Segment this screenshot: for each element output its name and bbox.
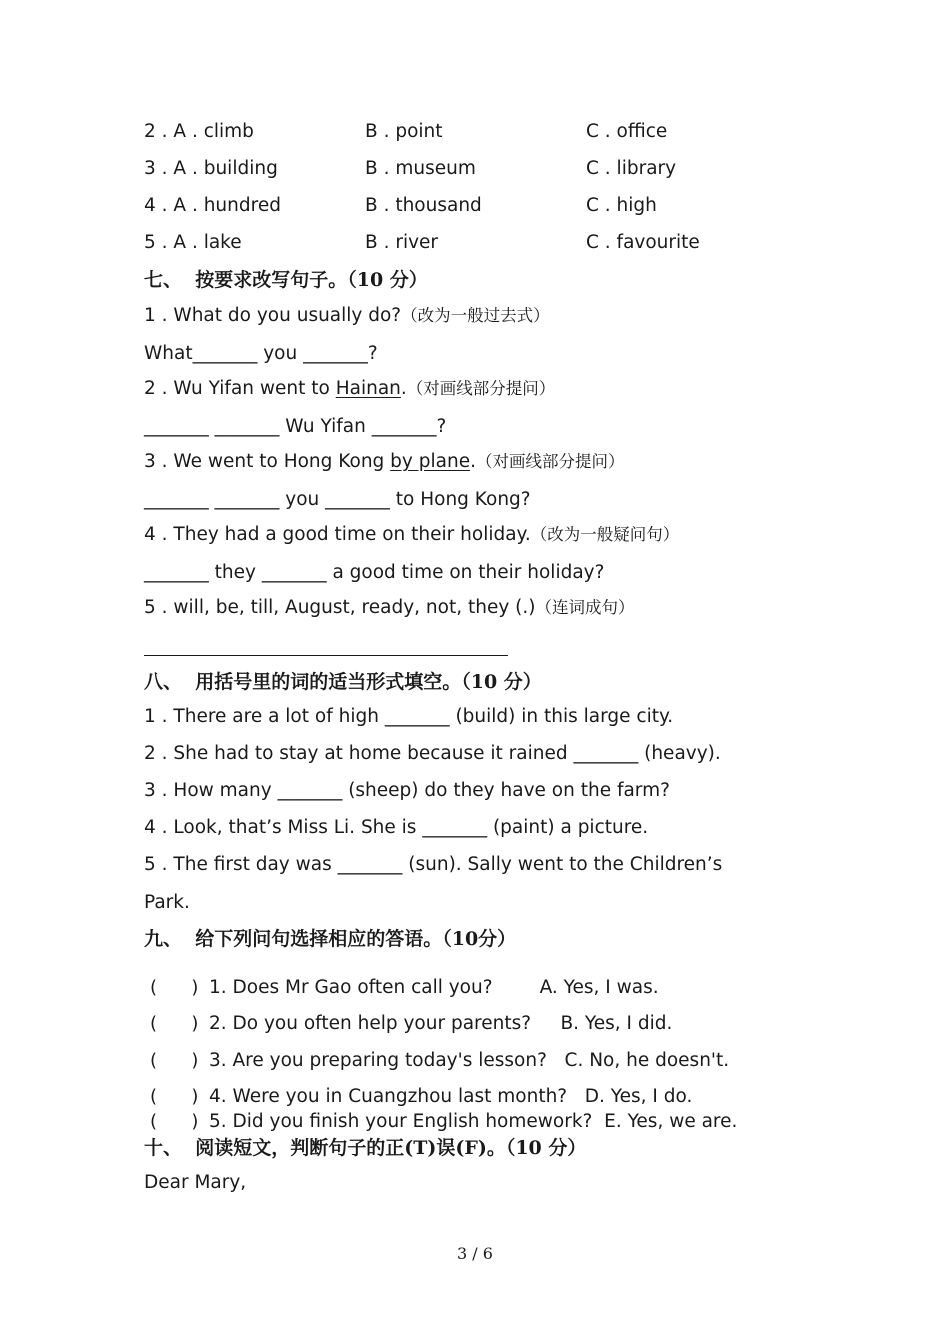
choice-b: B . river [365, 232, 439, 253]
page-number: 3 / 6 [457, 1244, 493, 1263]
choice-c: C . favourite [586, 232, 700, 253]
sec7-question-4 [144, 524, 679, 546]
sec8-question-2: 2 . She had to stay at home because it rained _______ (heavy). [144, 743, 721, 764]
choice-b: B . museum [365, 158, 476, 179]
sec7-question-3 [144, 451, 624, 473]
instruction-note: （对画线部分提问） [475, 452, 625, 471]
section-7-heading: 七、 按要求改写句子。（10 分） [144, 269, 428, 291]
sec7-answer-4: _______ they _______ a good time on their holiday? [144, 562, 605, 583]
answer-blank: ( ) [150, 1111, 199, 1132]
instruction-note: （连词成句） [535, 598, 635, 617]
sec8-question-4: 4 . Look, that’s Miss Li. She is _______ (paint) a picture. [144, 817, 649, 838]
question-text: 4 . They had a good time on their holiday. [144, 524, 531, 545]
question-text: 5 . will, be, till, August, ready, not, they (.) [144, 597, 536, 618]
question-text: 1 . What do you usually do? [144, 305, 402, 326]
sec8-question-3: 3 . How many _______ (sheep) do they have on the farm? [144, 780, 670, 801]
sec7-question-2 [144, 378, 555, 400]
question-text: 2 . Wu Yifan went to [144, 378, 336, 399]
instruction-note: （改为一般过去式） [401, 306, 550, 325]
choice-a: 5 . A . lake [144, 232, 242, 253]
section-8-heading: 八、 用括号里的词的适当形式填空。（10 分） [144, 671, 542, 693]
choice-a: 4 . A . hundred [144, 195, 281, 216]
answer-blank: ( ) [150, 977, 199, 998]
sec8-question-5: 5 . The first day was _______ (sun). Sally went to the Children’s [144, 854, 723, 875]
question-text-end: . [400, 378, 407, 399]
choice-b: B . point [365, 121, 443, 142]
underlined-word: Hainan [335, 378, 401, 399]
sec7-answer-1: What_______ you _______? [144, 343, 378, 364]
sec7-question-1 [144, 305, 550, 327]
section-10-heading: 十、 阅读短文，判断句子的正(T)误(F)。（10 分） [144, 1137, 587, 1159]
choice-c: C . library [586, 158, 677, 179]
instruction-note: （对画线部分提问） [406, 379, 556, 398]
question-text: 3 . We went to Hong Kong [144, 451, 391, 472]
sec7-question-5 [144, 597, 634, 619]
instruction-note: （改为一般疑问句） [530, 525, 680, 544]
match-text: 1. Does Mr Gao often call you? A. Yes, I was. [209, 977, 659, 998]
letter-greeting: Dear Mary, [144, 1172, 247, 1193]
choice-a: 2 . A . climb [144, 121, 254, 142]
sec7-answer-3: _______ _______ you _______ to Hong Kong? [144, 489, 531, 510]
match-text: 2. Do you often help your parents? B. Yes, I did. [209, 1013, 673, 1034]
match-text: 5. Did you finish your English homework? E. Yes, we are. [209, 1111, 738, 1132]
question-text-end: . [470, 451, 476, 472]
match-text: 3. Are you preparing today's lesson? C. No, he doesn't. [209, 1050, 730, 1071]
sec8-question-5-cont: Park. [144, 892, 190, 913]
answer-line [144, 655, 508, 656]
section-9-heading: 九、 给下列问句选择相应的答语。（10分） [144, 928, 517, 950]
match-text: 4. Were you in Cuangzhou last month? D. Yes, I do. [209, 1086, 693, 1107]
choice-a: 3 . A . building [144, 158, 278, 179]
choice-c: C . office [586, 121, 668, 142]
answer-blank: ( ) [150, 1050, 199, 1071]
sec7-answer-2: _______ _______ Wu Yifan _______? [144, 416, 447, 437]
sec8-question-1: 1 . There are a lot of high _______ (build) in this large city. [144, 706, 674, 727]
answer-blank: ( ) [150, 1086, 199, 1107]
underlined-word: by plane [390, 451, 471, 472]
answer-blank: ( ) [150, 1013, 199, 1034]
choice-c: C . high [586, 195, 657, 216]
choice-b: B . thousand [365, 195, 482, 216]
